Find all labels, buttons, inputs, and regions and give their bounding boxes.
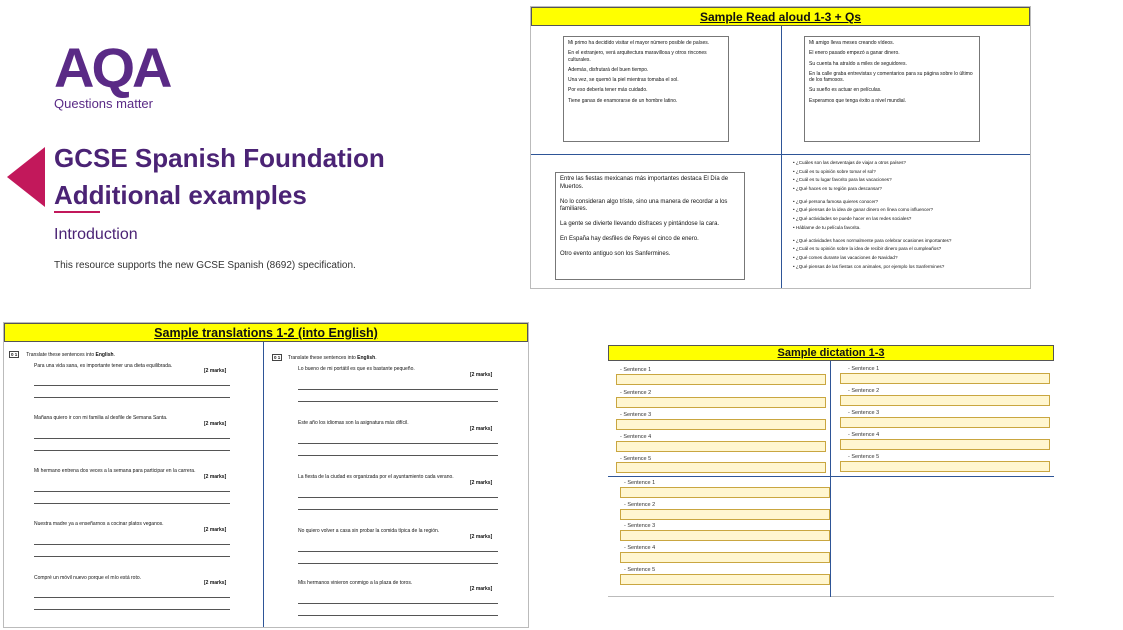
answer-line[interactable] (298, 401, 498, 402)
divider (781, 26, 782, 288)
answer-line[interactable] (298, 551, 498, 552)
question-item: • ¿Qué persona famosa quieres conocer? (793, 199, 1029, 205)
sentence-label: - Sentence 3 (624, 523, 656, 529)
card-sentence: Tiene ganas de enamorarse de un hombre latino. (568, 97, 678, 104)
read-aloud-card-1 (563, 36, 729, 142)
question-number: 0 1 (274, 355, 281, 360)
instruction-right (272, 354, 377, 361)
instruction-text: Translate these sentences into (26, 352, 96, 358)
sentence-to-translate: Mi hermano entrena dos veces a la semana para participar en la carrera. (34, 468, 196, 474)
answer-line[interactable] (298, 563, 498, 564)
dictation-answer-box[interactable] (620, 552, 830, 563)
dictation-answer-box[interactable] (616, 419, 826, 430)
sentence-label: - Sentence 1 (848, 366, 880, 372)
card-sentence: En el extranjero, verá arquitectura maravillosa y otros rincones culturales. (568, 50, 707, 63)
marks-label: [2 marks] (470, 586, 493, 592)
slide-title: Sample Read aloud 1-3 + Qs (531, 7, 1030, 26)
question-item: • ¿Qué piensas de las fiestas con animales, por ejemplo los Sanfermines? (793, 264, 1029, 270)
slide-title: Sample dictation 1-3 (608, 345, 1054, 361)
card-sentence: Su sueño es actuar en películas. (809, 87, 882, 94)
dictation-answer-box[interactable] (616, 441, 826, 452)
sentence-label: - Sentence 2 (624, 502, 656, 508)
sentence-label: - Sentence 1 (620, 367, 652, 373)
translations-slide (3, 322, 529, 628)
marks-label: [2 marks] (470, 372, 493, 378)
answer-line[interactable] (34, 438, 230, 439)
aqa-logo: AQA (54, 36, 170, 99)
dictation-answer-box[interactable] (620, 509, 830, 520)
question-item: • ¿Qué actividades se puede hacer en las redes sociales? (793, 216, 1029, 222)
answer-line[interactable] (34, 597, 230, 598)
question-item: • ¿Cuáles son las desventajas de viajar a otros países? (793, 160, 1029, 166)
instruction-text: Translate these sentences into (287, 355, 358, 361)
card-sentence: El enero pasado empezó a ganar dinero. (809, 50, 900, 57)
question-item: • ¿Cuál es tu lugar favorito para las vacaciones? (793, 177, 1029, 183)
read-aloud-card-2 (804, 36, 980, 142)
dictation-answer-box[interactable] (620, 574, 830, 585)
question-item: • ¿Qué comes durante las vacaciones de Navidad? (793, 255, 1029, 261)
dictation-answer-box[interactable] (616, 462, 826, 473)
description-text: This resource supports the new GCSE Spanish (8692) specification. (54, 260, 356, 271)
sentence-label: - Sentence 1 (624, 480, 656, 486)
sentence-to-translate: La fiesta de la ciudad es organizada por el ayuntamiento cada verano. (298, 474, 454, 480)
sentence-to-translate: Nuestra madre ya a enseñarnos a cocinar platos veganos. (34, 521, 164, 527)
section-heading: Introduction (54, 226, 138, 243)
dictation-answer-box[interactable] (840, 373, 1050, 384)
sentence-label: - Sentence 4 (620, 434, 652, 440)
answer-line[interactable] (298, 389, 498, 390)
question-number: 0 1 (11, 352, 18, 357)
sentence-label: - Sentence 2 (620, 390, 652, 396)
card-sentence: En España hay desfiles de Reyes el cinco de enero. (560, 235, 699, 242)
marks-label: [2 marks] (470, 480, 493, 486)
card-sentence: Una vez, se quemó la piel mientras tomaba el sol. (568, 77, 679, 83)
answer-line[interactable] (298, 443, 498, 444)
question-item: • ¿Qué haces en tu región para descansar? (793, 186, 1029, 192)
sentence-label: - Sentence 5 (624, 567, 656, 573)
answer-line[interactable] (34, 556, 230, 557)
sentence-to-translate: Mis hermanos vinieron conmigo a la plaza de toros. (298, 580, 413, 586)
question-item: • ¿Cuál es tu opinión sobre la idea de recibir dinero para el cumpleaños? (793, 246, 1029, 252)
card-sentence: Por eso debería tener más cuidado. (568, 87, 648, 94)
card-sentence: Su cuenta ha atraído a miles de seguidores. (809, 60, 907, 67)
sentence-label: - Sentence 5 (848, 454, 880, 460)
marks-label: [2 marks] (204, 527, 227, 533)
sentence-label: - Sentence 4 (848, 432, 880, 438)
divider (531, 154, 1030, 155)
dictation-answer-box[interactable] (620, 530, 830, 541)
answer-line[interactable] (34, 385, 230, 386)
question-item: • Háblame de tu película favorita. (793, 225, 1029, 231)
instruction-suffix: . (113, 352, 115, 358)
dictation-answer-box[interactable] (616, 374, 826, 385)
marks-label: [2 marks] (204, 580, 227, 586)
read-aloud-card-3 (555, 172, 745, 280)
marks-label: [2 marks] (204, 474, 227, 480)
sentence-to-translate: Para una vida sana, es importante tener una dieta equilibrada. (34, 363, 173, 369)
question-item: • ¿Qué piensas de la idea de ganar dinero en línea como influencer? (793, 207, 1029, 213)
marks-label: [2 marks] (204, 421, 227, 427)
card-sentence: Entre las fiestas mexicanas más importantes destaca El Día de Muertos. (560, 176, 729, 190)
answer-line[interactable] (298, 615, 498, 616)
divider (830, 361, 831, 597)
title-line-2: Additional examples (54, 180, 307, 210)
answer-line[interactable] (34, 609, 230, 610)
marks-label: [2 marks] (204, 368, 227, 374)
answer-line[interactable] (34, 544, 230, 545)
instruction-bold: English (95, 352, 114, 358)
title-rule (54, 211, 100, 213)
dictation-slide (608, 345, 1054, 597)
answer-line[interactable] (298, 603, 498, 604)
sentence-label: - Sentence 3 (620, 412, 652, 418)
instruction-left (9, 351, 115, 358)
answer-line[interactable] (298, 509, 498, 510)
dictation-answer-box[interactable] (840, 417, 1050, 428)
card-sentence: No lo consideran algo triste, sino una manera de recordar a los familiares. (560, 198, 728, 213)
sentence-to-translate: Compré un móvil nuevo porque el mío está roto. (34, 575, 141, 581)
answer-line[interactable] (34, 491, 230, 492)
dictation-answer-box[interactable] (840, 395, 1050, 406)
dictation-answer-box[interactable] (840, 461, 1050, 472)
question-item: • ¿Cuál es tu opinión sobre tomar el sol? (793, 169, 1029, 175)
answer-line[interactable] (298, 497, 498, 498)
chevron-decoration (7, 147, 45, 207)
sentence-label: - Sentence 4 (624, 545, 656, 551)
question-item: • ¿Qué actividades haces normalmente para celebrar ocasiones importantes? (793, 238, 1029, 244)
sentence-to-translate: No quiero volver a casa sin probar la comida típica de la región. (298, 528, 440, 534)
instruction-bold: English (357, 355, 376, 361)
slide-title: Sample translations 1-2 (into English) (4, 323, 528, 342)
marks-label: [2 marks] (470, 426, 493, 432)
divider (263, 342, 264, 628)
instruction-suffix: . (375, 355, 377, 361)
dictation-answer-box[interactable] (620, 487, 830, 498)
question-list (793, 160, 1029, 272)
card-sentence: Otro evento antiguo son los Sanfermines. (560, 250, 671, 257)
answer-line[interactable] (34, 397, 230, 398)
card-sentence: Mi amigo lleva meses creando vídeos. (809, 40, 895, 46)
card-sentence: Además, disfrutará del buen tiempo. (568, 66, 649, 73)
answer-line[interactable] (34, 450, 230, 451)
answer-line[interactable] (298, 455, 498, 456)
marks-label: [2 marks] (470, 534, 493, 540)
sentence-label: - Sentence 2 (848, 388, 880, 394)
sentence-to-translate: Mañana quiero ir con mi familia al desfile de Semana Santa. (34, 415, 168, 421)
answer-line[interactable] (34, 503, 230, 504)
sentence-to-translate: Este año los idiomas son la asignatura más difícil. (298, 420, 409, 426)
title-slide (0, 0, 512, 285)
read-aloud-slide (530, 6, 1031, 289)
card-sentence: Mi primo ha decidido visitar el mayor número posible de países. (568, 40, 710, 46)
sentence-label: - Sentence 3 (848, 410, 880, 416)
title-line-1: GCSE Spanish Foundation (54, 143, 385, 173)
card-sentence: En la calle graba entrevistas y comentarios para su página sobre lo último de los famosos. (809, 70, 973, 83)
logo-tagline: Questions matter (54, 96, 153, 111)
card-sentence: La gente se divierte llevando disfraces y pintándose la cara. (560, 221, 720, 228)
sentence-to-translate: Lo bueno de mi portátil es que es bastante pequeño. (298, 366, 415, 372)
divider (608, 476, 1054, 477)
slide-title (54, 140, 385, 214)
dictation-answer-box[interactable] (616, 397, 826, 408)
sentence-label: - Sentence 5 (620, 456, 652, 462)
card-sentence: Esperamos que tenga éxito a nivel mundial. (809, 97, 907, 104)
dictation-answer-box[interactable] (840, 439, 1050, 450)
